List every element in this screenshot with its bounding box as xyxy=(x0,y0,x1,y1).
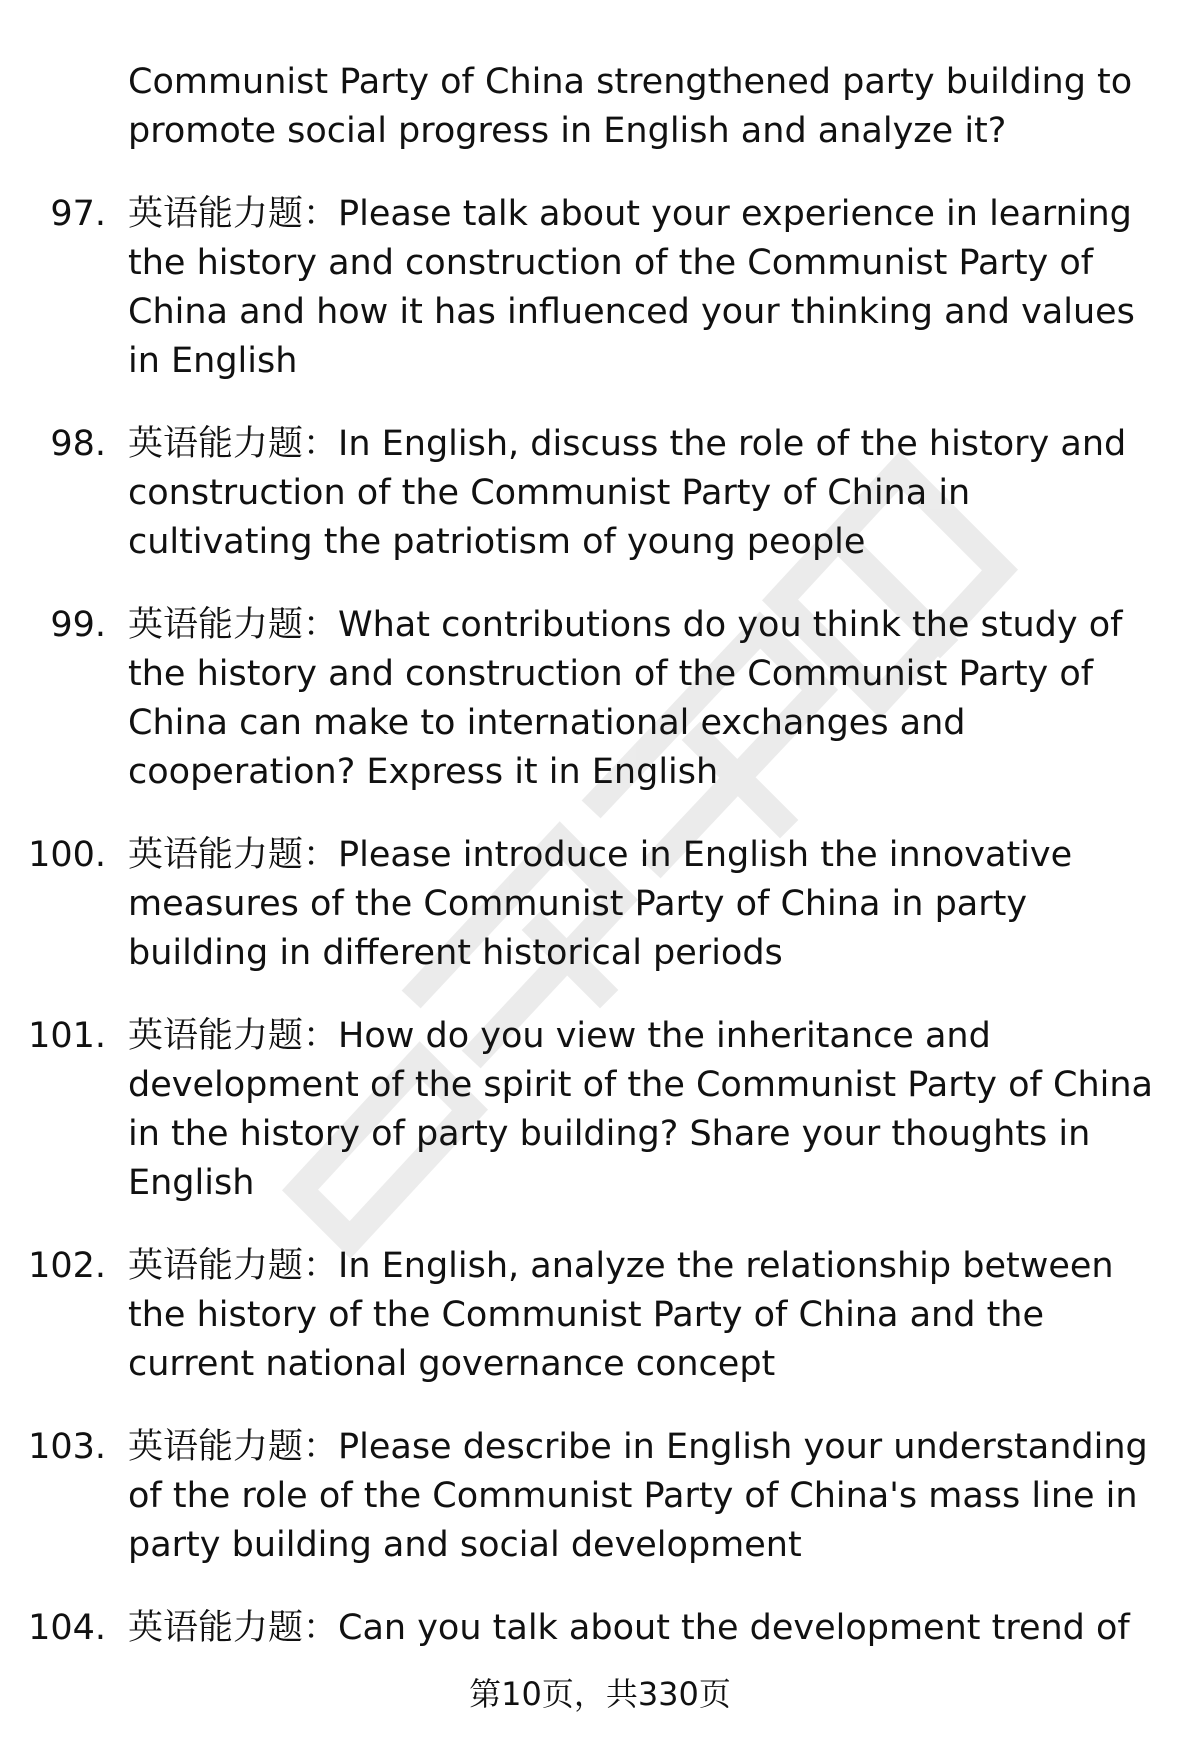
question-number: 101. xyxy=(28,1016,106,1056)
question-text: Can you talk about the development trend of xyxy=(338,1608,1130,1648)
question-tag: 英语能力题： xyxy=(128,605,339,645)
question-tag: 英语能力题： xyxy=(128,1016,339,1056)
continued-question-text: Communist Party of China strengthened party building to promote social progress in English and analyze it? xyxy=(128,62,1133,151)
question-text: Please introduce in English the innovative measures of the Communist Party of China in party building in different historical periods xyxy=(128,835,1073,973)
list-item xyxy=(0,190,1200,386)
question-tag: 英语能力题： xyxy=(128,1608,339,1648)
list-item xyxy=(0,1423,1200,1570)
question-text: What contributions do you think the study of the history and construction of the Communist Party of China can make to international exchanges and cooperation? Express it in English xyxy=(128,605,1123,792)
page-number-footer: 第10页，共330页 xyxy=(469,1675,731,1713)
list-item xyxy=(0,1242,1200,1389)
question-number: 97. xyxy=(50,194,106,234)
list-item xyxy=(0,420,1200,567)
question-tag: 英语能力题： xyxy=(128,1246,339,1286)
question-number: 100. xyxy=(28,835,106,875)
question-list xyxy=(0,58,1200,1687)
question-tag: 英语能力题： xyxy=(128,424,339,464)
list-item xyxy=(0,1012,1200,1208)
question-number: 98. xyxy=(50,424,106,464)
question-text: In English, analyze the relationship between the history of the Communist Party of China and the current national governance concept xyxy=(128,1246,1114,1384)
question-text: How do you view the inheritance and development of the spirit of the Communist Party of China in the history of party building? Share your thoughts in English xyxy=(128,1016,1153,1203)
question-tag: 英语能力题： xyxy=(128,835,339,875)
question-number: 99. xyxy=(50,605,106,645)
list-item xyxy=(0,1604,1200,1653)
question-number: 103. xyxy=(28,1427,106,1467)
question-number: 102. xyxy=(28,1246,106,1286)
question-number: 104. xyxy=(28,1608,106,1648)
question-tag: 英语能力题： xyxy=(128,194,339,234)
question-text: Please talk about your experience in learning the history and construction of the Communist Party of China and how it has influenced your thinking and values in English xyxy=(128,194,1135,381)
question-text: In English, discuss the role of the history and construction of the Communist Party of China in cultivating the patriotism of young people xyxy=(128,424,1127,562)
question-text: Please describe in English your understanding of the role of the Communist Party of China's mass line in party building and social development xyxy=(128,1427,1148,1565)
list-item xyxy=(0,601,1200,797)
question-tag: 英语能力题： xyxy=(128,1427,339,1467)
list-item xyxy=(0,831,1200,978)
